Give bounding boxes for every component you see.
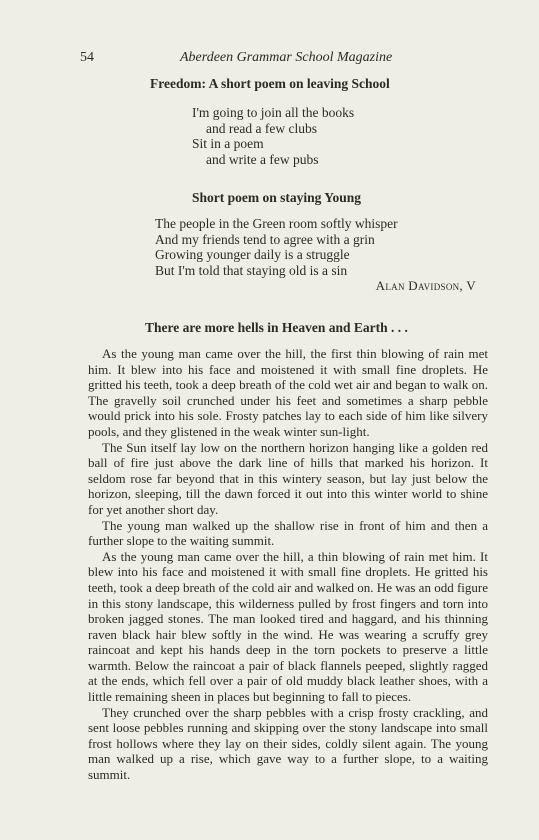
poem-line: And my friends tend to agree with a grin [155,231,375,247]
page-header [80,50,500,70]
poem-title-freedom: Freedom: A short poem on leaving School [150,76,390,91]
page-number: 54 [80,50,94,65]
story-paragraph: They crunched over the sharp pebbles with a crisp frosty crackling, and sent loose pebbles running and skipping over the stony landscape into small frost hollows where they lay on their sides, coldly silent again. The young man walked up a rise, which gave way to a further slope, to a waiting summit. [88,704,488,783]
poem-line: I'm going to join all the books [192,105,355,120]
poem-staying-young [155,216,398,278]
poem-line: But I'm told that staying old is a sin [155,262,348,278]
story-paragraph: As the young man came over the hill, the first thin blowing of rain met him. It blew into his face and moistened it with small fine droplets. He gritted his teeth, took a deep breath of the cold wet air and began to walk on. The gravelly soil crunched under his feet and sometimes a sharp pebble would prick into his sole. Frosty patches lay to each side of him like silvery pools, and they glistened in the weak winter sun-light. [88,346,488,439]
poem-title-staying-young: Short poem on staying Young [192,190,362,205]
poem-line: and write a few pubs [206,151,319,167]
poem-line: Growing younger daily is a struggle [155,247,350,263]
story-paragraph: The Sun itself lay low on the northern horizon hanging like a golden red ball of fire just above the dark line of hills that marked his horizon. It seldom rose far beyond that in this wintery season, but lay just below the horizon, sleeping, till the dawn forced it out into this winter world to shine for yet another short day. [88,439,488,517]
poem-line: and read a few clubs [206,120,317,136]
story-title: There are more hells in Heaven and Earth . . . [145,320,408,335]
story-body [88,346,488,783]
poem-line: Sit in a poem [192,136,264,152]
running-head: Aberdeen Grammar School Magazine [180,50,393,65]
author-credit: Alan Davidson, V [375,278,476,293]
story-paragraph: The young man walked up the shallow rise in front of him and then a further slope to the waiting summit. [88,517,488,549]
poem-line: The people in the Green room softly whisper [155,216,398,231]
story-paragraph: As the young man came over the hill, a thin blowing of rain met him. It blew into his face and moistened it with small fine droplets. He gritted his teeth, took a deep breath of the cold air and walked on. He was an odd figure in this stony landscape, this wilderness pulled by frost fingers and torn into broken jagged stones. The man looked tired and haggard, and his thinning raven black hair blew softly in the wind. He was wearing a scruffy grey raincoat and kept his hands deep in the torn pockets to preserve a little warmth. Below the raincoat a pair of black flannels peeped, slightly ragged at the ends, which fell over a pair of old muddy black leather shoes, with a little remaining sheen in places but beginning to fall to pieces. [88,548,488,705]
poem-freedom [192,105,354,167]
